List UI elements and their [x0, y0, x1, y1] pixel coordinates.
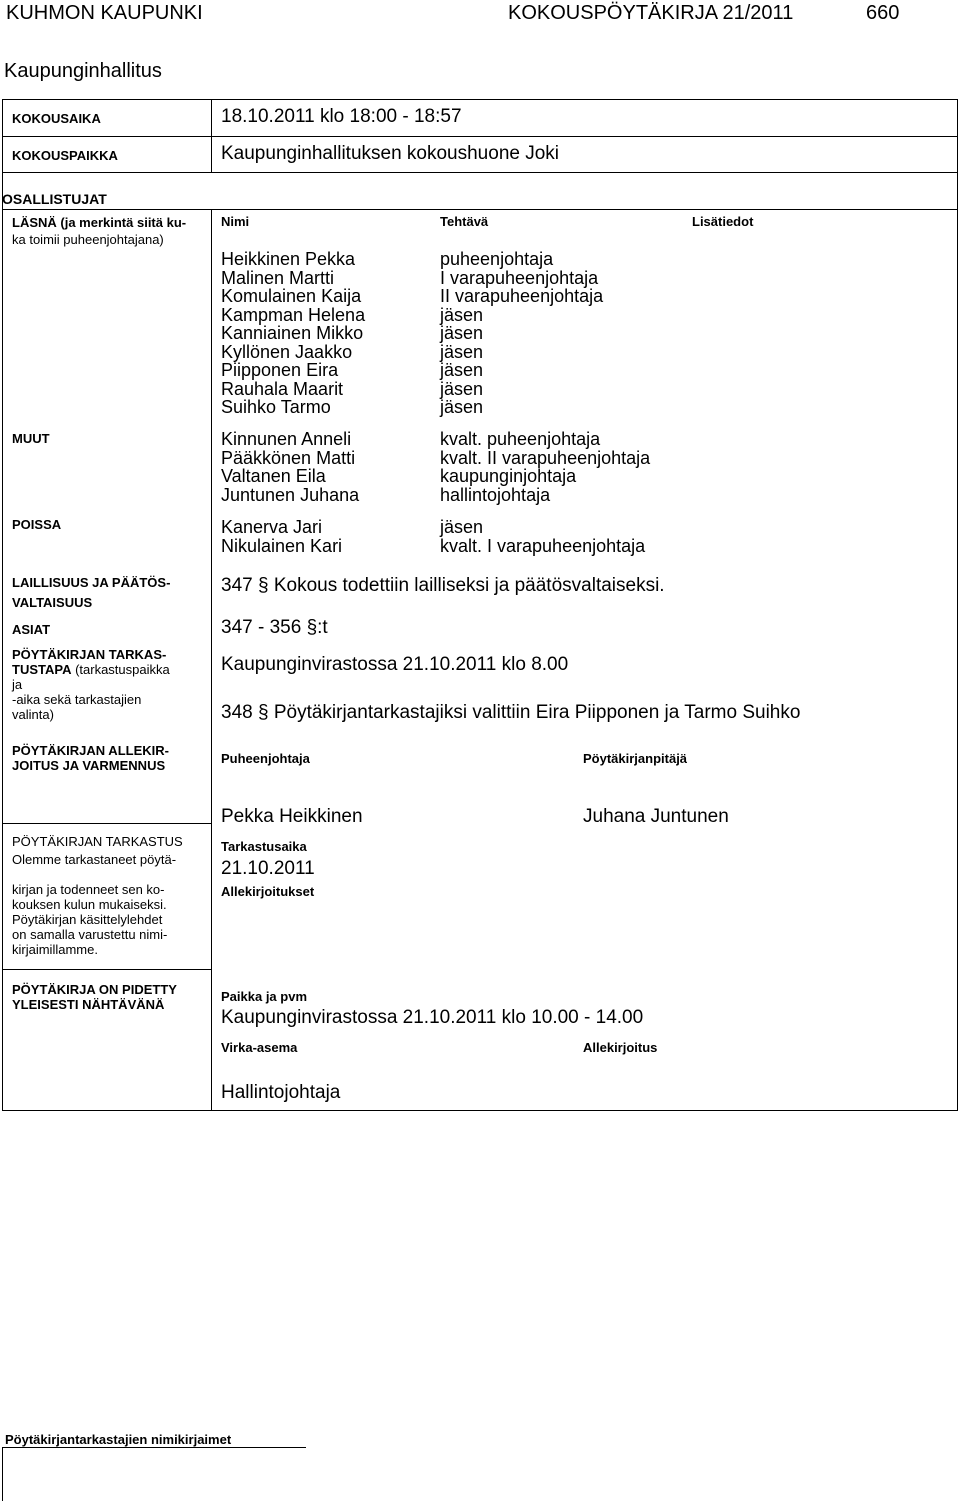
other-name: Juntunen Juhana [221, 484, 360, 505]
others-label: MUUT [12, 431, 50, 446]
other-name: Kinnunen Anneli [221, 429, 352, 449]
signature-label: Allekirjoitus [583, 1040, 658, 1055]
divider [2, 136, 958, 137]
page-number: 660 [866, 2, 900, 24]
present-name: Malinen Martti [221, 267, 335, 288]
other-role: hallintojohtaja [440, 484, 551, 505]
frame-bottom [2, 1110, 958, 1111]
chair-name: Pekka Heikkinen [221, 806, 363, 827]
signatures-label: Allekirjoitukset [221, 884, 315, 899]
present-role: jäsen [440, 360, 484, 380]
legality-label-cont: VALTAISUUS [12, 595, 93, 610]
review-method-label-bold: TUSTAPA [12, 662, 72, 677]
meeting-place-label: KOKOUSPAIKKA [12, 148, 118, 163]
present-name: Kanniainen Mikko [221, 323, 364, 343]
position-value: Hallintojohtaja [221, 1082, 341, 1103]
present-role: puheenjohtaja [440, 249, 554, 269]
present-roles [440, 250, 603, 417]
public-place-label: Paikka ja pvm [221, 989, 307, 1004]
divider [2, 209, 958, 210]
present-role: jäsen [440, 341, 484, 362]
review-text: Olemme tarkastaneet pöytä- [12, 852, 177, 867]
public-label: PÖYTÄKIRJA ON PIDETTY [12, 982, 177, 997]
review-text: Pöytäkirjan käsittelylehdet [12, 912, 163, 927]
chair-label: Puheenjohtaja [221, 751, 310, 766]
review-method-label-cont: -aika sekä tarkastajien [12, 692, 142, 707]
legality-label: LAILLISUUS JA PÄÄTÖS- [12, 575, 171, 590]
present-role: I varapuheenjohtaja [440, 267, 599, 288]
other-name: Valtanen Eila [221, 466, 326, 486]
review-method-label-cont [12, 662, 170, 677]
legality-text: 347 § Kokous todettiin lailliseksi ja päätösvaltaiseksi. [221, 575, 665, 596]
present-name: Rauhala Maarit [221, 378, 344, 399]
review-text: kirjan ja todenneet sen ko- [12, 882, 165, 897]
secretary-label: Pöytäkirjanpitäjä [583, 751, 688, 766]
review-date-label: Tarkastusaika [221, 839, 307, 854]
frame-top [2, 99, 958, 100]
other-role: kaupunginjohtaja [440, 466, 577, 486]
initials-line [2, 1447, 306, 1448]
public-label-cont: YLEISESTI NÄHTÄVÄNÄ [12, 997, 165, 1012]
others-names [221, 430, 359, 504]
present-role: II varapuheenjohtaja [440, 286, 604, 306]
column-name: Nimi [221, 214, 250, 229]
present-name: Heikkinen Pekka [221, 249, 356, 269]
absent-name: Nikulainen Kari [221, 535, 343, 556]
others-roles [440, 430, 650, 504]
review-text: on samalla varustettu nimi- [12, 927, 168, 942]
matters-text: 347 - 356 §:t [221, 617, 328, 638]
review-method-label-text: (tarkastuspaikka [71, 662, 170, 677]
absent-role: jäsen [440, 517, 484, 537]
signing-label: PÖYTÄKIRJAN ALLEKIR- [12, 743, 169, 758]
present-name: Komulainen Kaija [221, 286, 362, 306]
meeting-time-label: KOKOUSAIKA [12, 111, 101, 126]
present-role: jäsen [440, 323, 484, 343]
review-text: kirjaimillamme. [12, 942, 98, 957]
divider [211, 209, 212, 1111]
meeting-time-value: 18.10.2011 klo 18:00 - 18:57 [221, 106, 462, 127]
initials-label: Pöytäkirjantarkastajien nimikirjaimet [5, 1432, 232, 1447]
present-names [221, 250, 365, 417]
other-name: Pääkkönen Matti [221, 447, 356, 468]
review-date-value: 21.10.2011 [221, 858, 315, 879]
present-label-cont: ka toimii puheenjohtajana) [12, 232, 164, 247]
absent-role: kvalt. I varapuheenjohtaja [440, 535, 646, 556]
other-role: kvalt. II varapuheenjohtaja [440, 447, 651, 468]
signing-label-cont: JOITUS JA VARMENNUS [12, 758, 166, 773]
present-name: Kampman Helena [221, 304, 366, 325]
secretary-name: Juhana Juntunen [583, 806, 729, 827]
column-role: Tehtävä [440, 214, 489, 229]
present-name: Piipponen Eira [221, 360, 339, 380]
present-name: Suihko Tarmo [221, 397, 331, 417]
absent-names [221, 518, 342, 555]
city-name: KUHMON KAUPUNKI [6, 2, 203, 24]
document-title: KOKOUSPÖYTÄKIRJA 21/2011 [508, 2, 794, 24]
review-method-label: PÖYTÄKIRJAN TARKAS- [12, 647, 167, 662]
initials-box-left [2, 1447, 3, 1501]
meeting-place-value: Kaupunginhallituksen kokoushuone Joki [221, 143, 560, 164]
divider [2, 172, 958, 173]
present-role: jäsen [440, 304, 484, 325]
other-role: kvalt. puheenjohtaja [440, 429, 601, 449]
position-label: Virka-asema [221, 1040, 298, 1055]
review-place-time: Kaupunginvirastossa 21.10.2011 klo 8.00 [221, 654, 569, 675]
absent-roles [440, 518, 645, 555]
body-name: Kaupunginhallitus [4, 60, 162, 82]
reviewers-selection: 348 § Pöytäkirjantarkastajiksi valittiin Eira Piipponen ja Tarmo Suihko [221, 702, 801, 723]
column-info: Lisätiedot [692, 214, 754, 229]
absent-name: Kanerva Jari [221, 517, 323, 537]
frame-left [2, 99, 3, 1111]
present-role: jäsen [440, 378, 484, 399]
participants-label: OSALLISTUJAT [2, 191, 107, 207]
absent-label: POISSA [12, 517, 62, 532]
present-role: jäsen [440, 397, 484, 417]
matters-label: ASIAT [12, 622, 51, 637]
divider [211, 99, 212, 173]
review-text: kouksen kulun mukaiseksi. [12, 897, 167, 912]
review-label: PÖYTÄKIRJAN TARKASTUS [12, 834, 183, 849]
review-method-label-cont: ja [12, 677, 23, 692]
present-name: Kyllönen Jaakko [221, 341, 353, 362]
frame-right [957, 99, 958, 1111]
divider [2, 969, 211, 970]
public-place-value: Kaupunginvirastossa 21.10.2011 klo 10.00 - 14.00 [221, 1007, 644, 1028]
review-method-label-cont: valinta) [12, 707, 54, 722]
present-label: LÄSNÄ (ja merkintä siitä ku- [12, 215, 187, 230]
divider [2, 823, 211, 824]
